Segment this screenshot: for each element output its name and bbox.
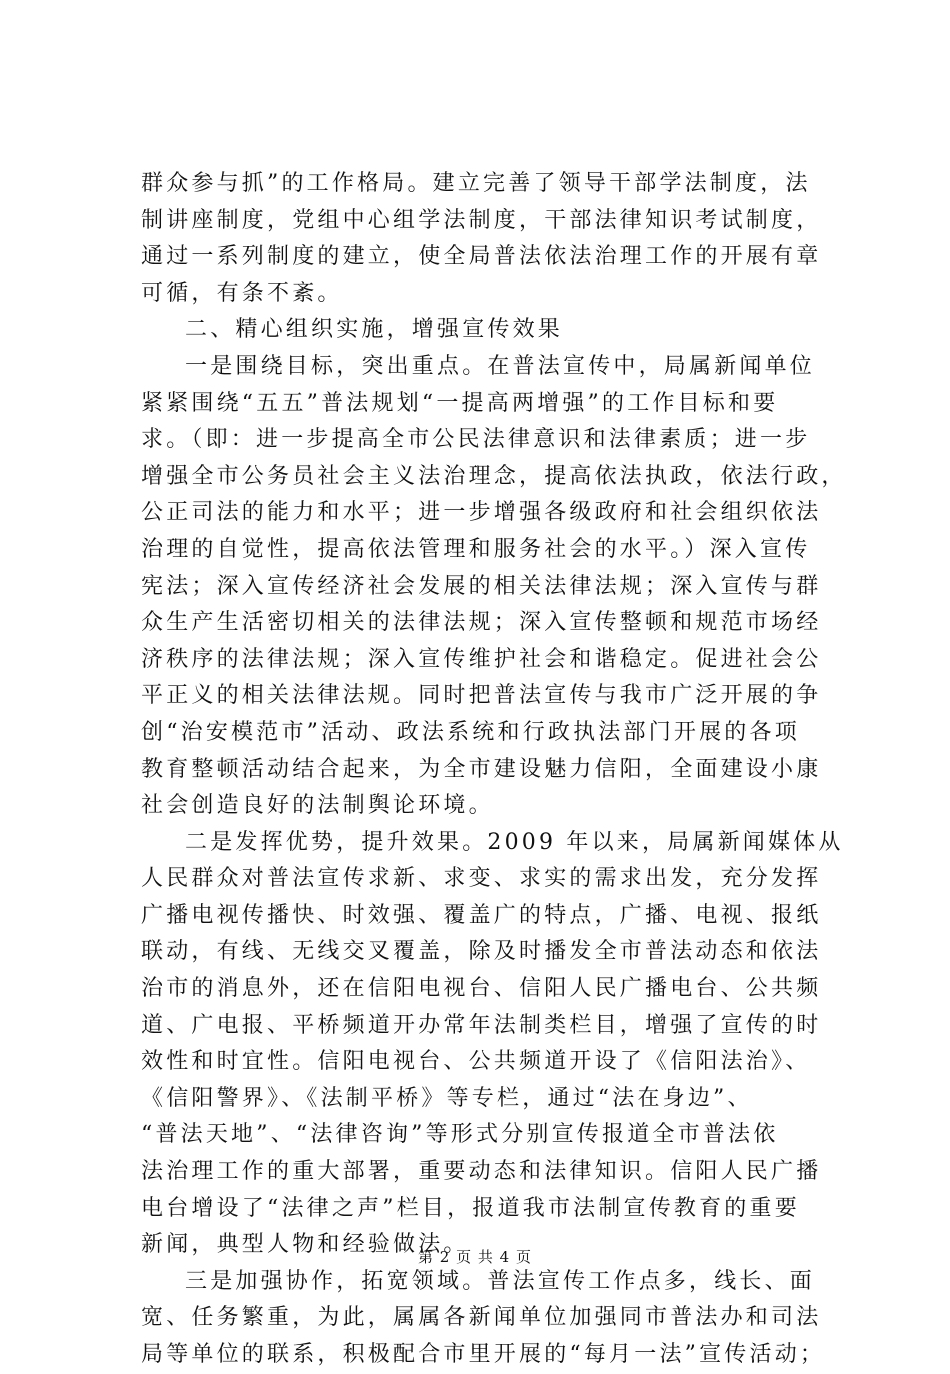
text-line: 制讲座制度，党组中心组学法制度，干部法律知识考试制度，	[141, 207, 822, 233]
text-line: 宽、任务繁重，为此，属属各新闻单位加强同市普法办和司法	[141, 1305, 822, 1331]
text-line: 三是加强协作，拓宽领域。普法宣传工作点多，线长、面	[185, 1268, 816, 1294]
text-line: 二、精心组织实施，增强宣传效果	[185, 317, 564, 343]
text-line: 广播电视传播快、时效强、覆盖广的特点，广播、电视、报纸	[141, 902, 822, 928]
text-line: 教育整顿活动结合起来，为全市建设魅力信阳，全面建设小康	[141, 756, 822, 782]
text-line: 二是发挥优势，提升效果。2009 年以来，局属新闻媒体从	[185, 829, 844, 855]
text-line: 宪法；深入宣传经济社会发展的相关法律法规；深入宣传与群	[141, 573, 822, 599]
text-line: 《信阳警界》、《法制平桥》等专栏，通过“法在身边”、	[141, 1085, 753, 1111]
text-line: 通过一系列制度的建立，使全局普法依法治理工作的开展有章	[141, 244, 822, 270]
text-line: 局等单位的联系，积极配合市里开展的“每月一法”宣传活动；	[141, 1342, 826, 1367]
text-line: 新闻，典型人物和经验做法。	[141, 1232, 469, 1258]
text-line: 创“治安模范市”活动、政法系统和行政执法部门开展的各项	[141, 719, 800, 745]
text-line: “普法天地”、“法律咨询”等形式分别宣传报道全市普法依	[141, 1122, 779, 1148]
text-line: 一是围绕目标，突出重点。在普法宣传中，局属新闻单位	[185, 353, 816, 379]
text-line: 效性和时宜性。信阳电视台、公共频道开设了《信阳法治》、	[141, 1049, 811, 1075]
text-line: 济秩序的法律法规；深入宣传维护社会和谐稳定。促进社会公	[141, 646, 822, 672]
text-line: 治市的消息外，还在信阳电视台、信阳人民广播电台、公共频	[141, 976, 822, 1002]
text-line: 众生产生活密切相关的法律法规；深入宣传整顿和规范市场经	[141, 610, 822, 636]
text-line: 公正司法的能力和水平；进一步增强各级政府和社会组织依法	[141, 500, 822, 526]
text-line: 求。（即：进一步提高全市公民法律意识和法律素质；进一步	[141, 427, 811, 453]
page-footer: 第 2 页 共 4 页	[418, 1248, 532, 1266]
text-line: 电台增设了“法律之声”栏目，报道我市法制宣传教育的重要	[141, 1195, 800, 1221]
text-line: 道、广电报、平桥频道开办常年法制类栏目，增强了宣传的时	[141, 1012, 822, 1038]
text-line: 平正义的相关法律法规。同时把普法宣传与我市广泛开展的争	[141, 683, 822, 709]
text-line: 法治理工作的重大部署，重要动态和法律知识。信阳人民广播	[141, 1159, 822, 1185]
text-line: 紧紧围绕“五五”普法规划“一提高两增强”的工作目标和要	[141, 390, 779, 416]
text-line: 人民群众对普法宣传求新、求变、求实的需求出发，充分发挥	[141, 866, 822, 892]
text-line: 增强全市公务员社会主义法治理念，提高依法执政，依法行政，	[141, 463, 847, 489]
document-body	[141, 166, 847, 1374]
text-line: 群众参与抓”的工作格局。建立完善了领导干部学法制度，法	[141, 171, 811, 196]
text-line: 社会创造良好的法制舆论环境。	[141, 793, 494, 819]
text-line: 可循，有条不紊。	[141, 280, 343, 306]
text-line: 联动，有线、无线交叉覆盖，除及时播发全市普法动态和依法	[141, 939, 822, 965]
text-line: 治理的自觉性，提高依法管理和服务社会的水平。）深入宣传	[141, 536, 811, 562]
